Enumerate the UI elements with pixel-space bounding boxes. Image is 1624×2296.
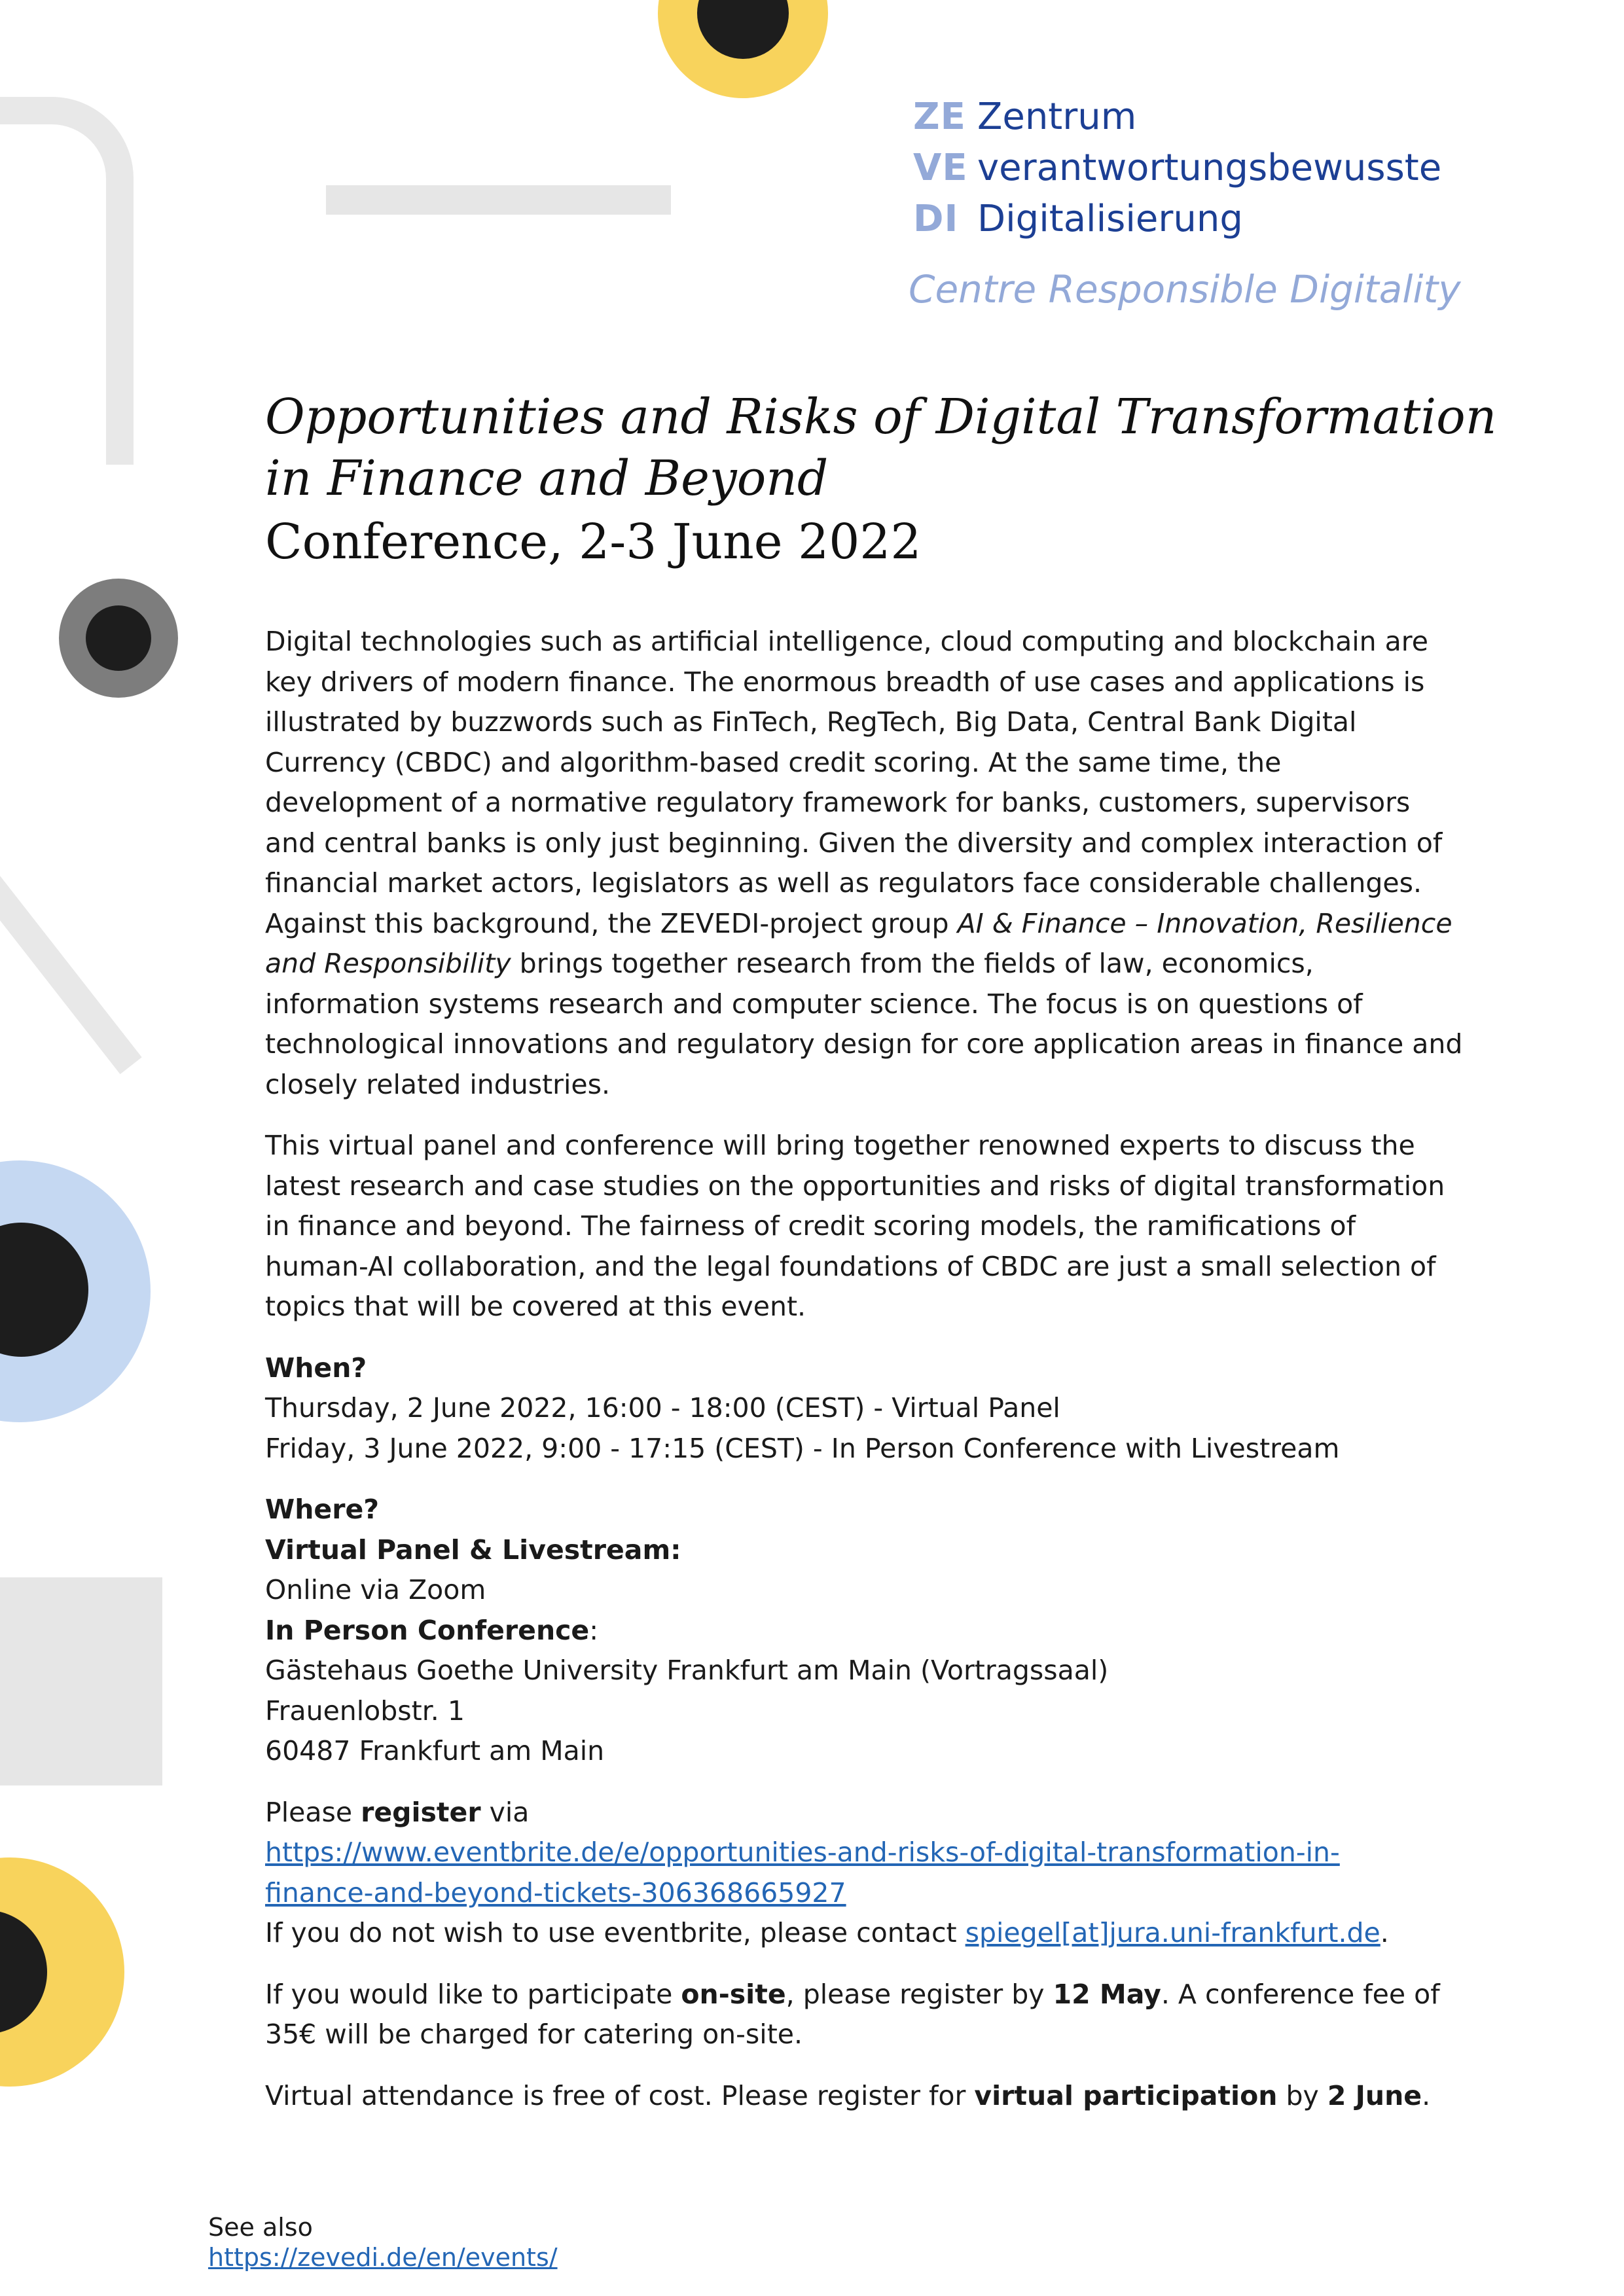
- venue: Gästehaus Goethe University Frankfurt am Main (Vortragssaal): [265, 1655, 1109, 1686]
- virtual-post: .: [1422, 2079, 1431, 2111]
- onsite-post: . A conference fee of 35€ will be charged for catering on-site.: [265, 1978, 1440, 2050]
- virtual-paragraph: [265, 2076, 1463, 2117]
- intro-paragraph: [265, 622, 1463, 1105]
- onsite-bold-1: on-site: [681, 1978, 786, 2010]
- contact-post: .: [1380, 1917, 1389, 1948]
- register-row: [265, 1793, 1463, 1833]
- when-section: [265, 1348, 1463, 1469]
- title-line-2: in Finance and Beyond: [265, 450, 829, 507]
- contact-row: [265, 1913, 1463, 1954]
- intro-text-2: brings together research from the fields of law, economics, information systems research and computer science. The focus is on questions of technological innovations and regulatory design for core application areas in finance and closely related industries.: [265, 948, 1463, 1100]
- inperson-row: [265, 1611, 1463, 1651]
- see-also-link[interactable]: https://zevedi.de/en/events/: [208, 2243, 558, 2272]
- virtual-pre: Virtual attendance is free of cost. Please register for: [265, 2079, 975, 2111]
- panel-paragraph: This virtual panel and conference will bring together renowned experts to discuss the latest research and case studies on the opportunities and risks of digital transformation in finance and beyond. The fairness of credit scoring models, the ramifications of human-AI collaboration, and the legal foundations of CBDC are just a small selection of topics that will be covered at this event.: [265, 1130, 1445, 1322]
- page-title: [265, 386, 1509, 575]
- decorative-grey-bar: [326, 185, 671, 215]
- decorative-grey-arch: [0, 97, 134, 465]
- zevedi-logo: [913, 92, 1441, 245]
- logo-abbr: DI: [913, 198, 959, 240]
- logo-abbr: ZE: [913, 96, 966, 138]
- decorative-grey-diagonal: [0, 856, 142, 1074]
- contact-email-link[interactable]: spiegel[at]jura.uni-frankfurt.de: [965, 1917, 1380, 1948]
- logo-row-ze: [913, 92, 1441, 143]
- decorative-yellow-circle-bottom: [0, 1857, 124, 2087]
- eventbrite-link-line-2[interactable]: finance-and-beyond-tickets-306368665927: [265, 1876, 846, 1909]
- where-section: [265, 1490, 1463, 1772]
- decorative-yellow-circle-top: [658, 0, 828, 98]
- virtual-bold-1: virtual participation: [974, 2079, 1278, 2111]
- venue-street: Frauenlobstr. 1: [265, 1695, 465, 1727]
- onsite-deadline: 12 May: [1053, 1978, 1161, 2010]
- decorative-blue-circle: [0, 1160, 151, 1422]
- virtual-mid: by: [1277, 2079, 1327, 2111]
- logo-word: Zentrum: [977, 96, 1137, 138]
- logo-row-ve: [913, 143, 1441, 194]
- where-heading: Where?: [265, 1494, 380, 1525]
- when-line-1: Thursday, 2 June 2022, 16:00 - 18:00 (CEST) - Virtual Panel: [265, 1392, 1060, 1424]
- when-heading: When?: [265, 1352, 367, 1384]
- title-conference-date: Conference, 2-3 June 2022: [265, 514, 922, 570]
- logo-abbr: VE: [913, 147, 968, 189]
- when-line-2: Friday, 3 June 2022, 9:00 - 17:15 (CEST) - In Person Conference with Livestream: [265, 1432, 1340, 1464]
- title-line-1: Opportunities and Risks of Digital Transformation: [265, 389, 1497, 445]
- logo-tagline: Centre Responsible Digitality: [909, 267, 1461, 312]
- see-also: [208, 2212, 558, 2272]
- register-please: Please: [265, 1796, 361, 1828]
- onsite-paragraph: [265, 1975, 1463, 2055]
- see-also-label: See also: [208, 2213, 313, 2242]
- venue-city: 60487 Frankfurt am Main: [265, 1735, 605, 1767]
- virtual-value: Online via Zoom: [265, 1574, 486, 1605]
- register-section: [265, 1793, 1463, 1954]
- decorative-grey-circle: [59, 579, 178, 698]
- virtual-label: Virtual Panel & Livestream:: [265, 1534, 681, 1566]
- logo-row-di: [913, 194, 1441, 245]
- contact-pre: If you do not wish to use eventbrite, please contact: [265, 1917, 965, 1948]
- virtual-deadline: 2 June: [1327, 2079, 1422, 2111]
- eventbrite-link-block: [265, 1833, 1463, 1913]
- logo-word: Digitalisierung: [977, 198, 1243, 240]
- inperson-label: In Person Conference: [265, 1614, 590, 1646]
- main-content: [265, 622, 1463, 2137]
- decorative-grey-square: [0, 1577, 162, 1785]
- project-group-name: AI & Finance – Innovation, Resilience and Responsibility: [265, 907, 1453, 979]
- inperson-colon: :: [589, 1614, 599, 1646]
- register-via: via: [480, 1796, 530, 1828]
- eventbrite-link-line-1[interactable]: https://www.eventbrite.de/e/opportunities-and-risks-of-digital-transformation-in-: [265, 1837, 1340, 1868]
- intro-text-1: Digital technologies such as artificial intelligence, cloud computing and blockchain are key drivers of modern finance. The enormous breadth of use cases and applications is illustrated by buzzwords such as FinTech, RegTech, Big Data, Central Bank Digital Currency (CBDC) and algorithm-based credit scoring. At the same time, the development of a normative regulatory framework for banks, customers, supervisors and central banks is only just beginning. Given the diversity and complex interaction of financial market actors, legislators as well as regulators face considerable challenges. Against this background, the ZEVEDI-project group: [265, 626, 1443, 939]
- onsite-pre: If you would like to participate: [265, 1978, 681, 2010]
- register-word: register: [361, 1796, 481, 1828]
- logo-word: verantwortungsbewusste: [977, 147, 1442, 189]
- onsite-mid: , please register by: [785, 1978, 1053, 2010]
